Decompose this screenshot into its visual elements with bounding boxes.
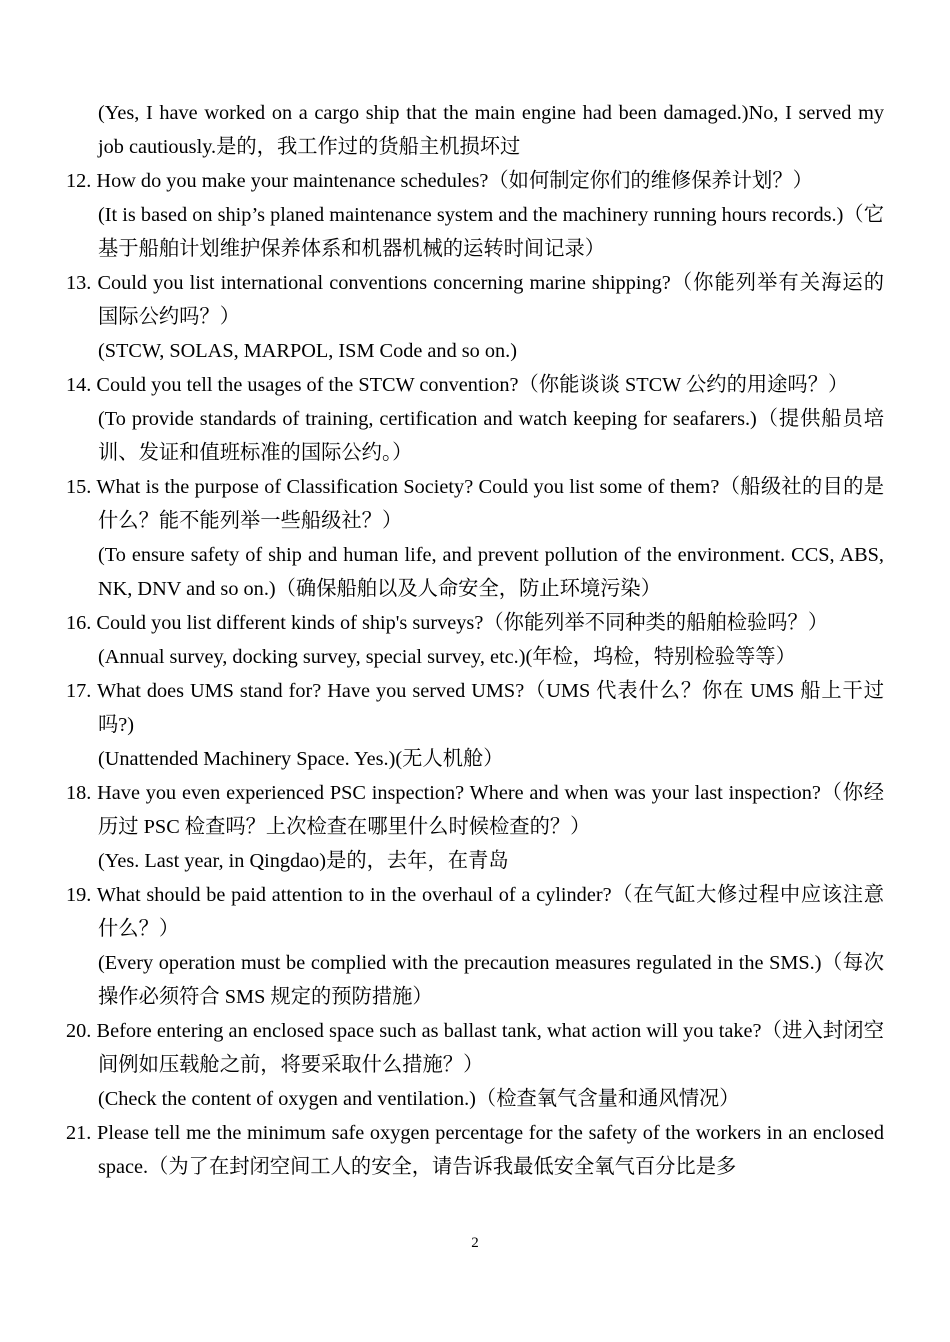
answer-13: (STCW, SOLAS, MARPOL, ISM Code and so on.) xyxy=(98,340,517,362)
answer-19: (Every operation must be complied with the precaution measures regulated in the SMS.)（每次操作必须符合 SMS 规定的预防措施） xyxy=(98,952,884,1008)
question-19: 19. What should be paid attention to in the overhaul of a cylinder?（在气缸大修过程中应该注意什么？） xyxy=(66,884,884,940)
question-17: 17. What does UMS stand for? Have you served UMS?（UMS 代表什么？你在 UMS 船上干过吗?) xyxy=(66,680,884,736)
question-21: 21. Please tell me the minimum safe oxygen percentage for the safety of the workers in an enclosed space.（为了在封闭空间工人的安全，请告诉我最低安全氧气百分比是多 xyxy=(66,1122,884,1178)
page-number: 2 xyxy=(471,1235,479,1251)
question-14: 14. Could you tell the usages of the STCW convention?（你能谈谈 STCW 公约的用途吗？） xyxy=(66,374,849,396)
answer-16: (Annual survey, docking survey, special survey, etc.)(年检，坞检，特别检验等等） xyxy=(98,646,796,668)
question-18: 18. Have you even experienced PSC inspection? Where and when was your last inspection?（你经历过 PSC 检查吗？上次检查在哪里什么时候检查的？） xyxy=(66,782,884,838)
answer-14: (To provide standards of training, certification and watch keeping for seafarers.)（提供船员培训、发证和值班标准的国际公约。） xyxy=(98,408,884,464)
question-15: 15. What is the purpose of Classification Society? Could you list some of them?（船级社的目的是什么？能不能列举一些船级社？） xyxy=(66,476,884,532)
question-16: 16. Could you list different kinds of ship's surveys?（你能列举不同种类的船舶检验吗？） xyxy=(66,612,829,634)
answer-17: (Unattended Machinery Space. Yes.)(无人机舱） xyxy=(98,748,504,770)
answer-18: (Yes. Last year, in Qingdao)是的，去年，在青岛 xyxy=(98,850,509,872)
answer-20: (Check the content of oxygen and ventilation.)（检查氧气含量和通风情况） xyxy=(98,1088,740,1110)
answer-11-continued: (Yes, I have worked on a cargo ship that the main engine had been damaged.)No, I served my job cautiously.是的，我工作过的货船主机损坏过 xyxy=(98,102,884,158)
document-body xyxy=(66,96,884,1184)
answer-15: (To ensure safety of ship and human life, and prevent pollution of the environment. CCS, ABS, NK, DNV and so on.)（确保船舶以及人命安全，防止环境污染） xyxy=(98,544,884,600)
question-20: 20. Before entering an enclosed space such as ballast tank, what action will you take?（进入封闭空间例如压载舱之前，将要采取什么措施？） xyxy=(66,1020,884,1076)
answer-12: (It is based on ship’s planed maintenance system and the machinery running hours records.)（它基于船舶计划维护保养体系和机器机械的运转时间记录） xyxy=(98,204,884,260)
question-13: 13. Could you list international conventions concerning marine shipping?（你能列举有关海运的国际公约吗？） xyxy=(66,272,884,328)
question-12: 12. How do you make your maintenance schedules?（如何制定你们的维修保养计划？） xyxy=(66,170,813,192)
